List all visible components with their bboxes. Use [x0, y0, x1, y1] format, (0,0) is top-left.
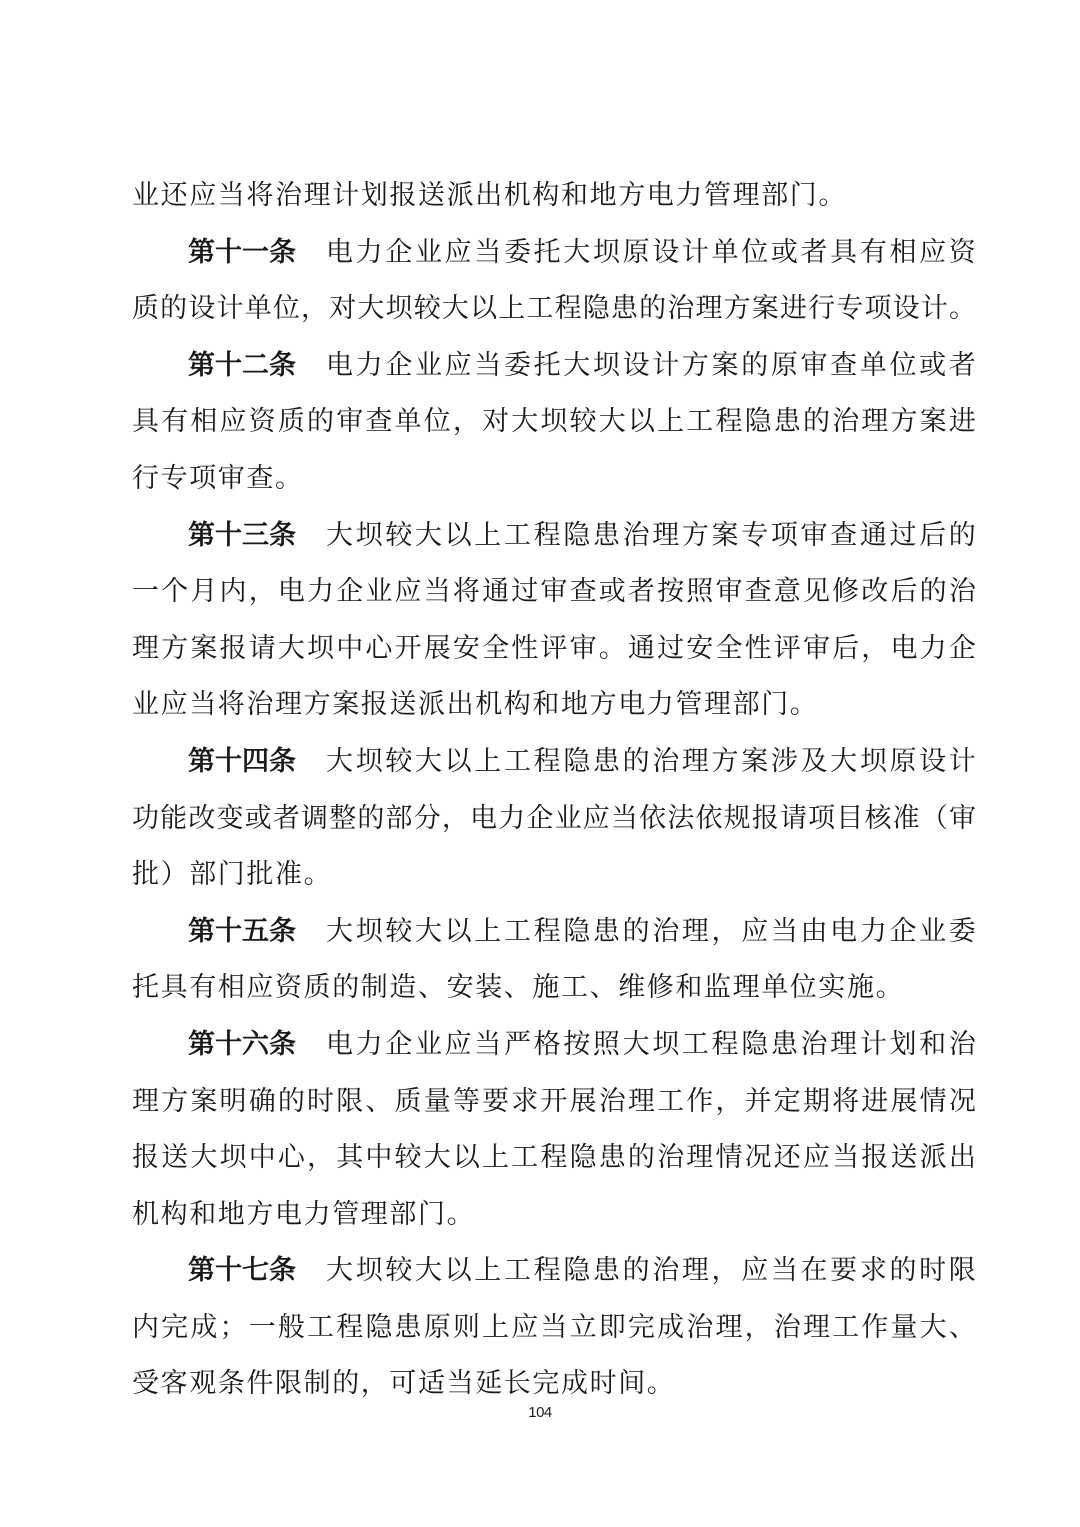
document-body [132, 168, 976, 1413]
text-line: 报 送 大 坝 中 心 ， 其 中 较 大 以 上 工 程 隐 患 的 治 理 情 况 还 应 当 报 送 派 出 [132, 1142, 976, 1174]
article-number: 第十五条 [188, 915, 296, 947]
text-line: 行专项审查。 [132, 462, 304, 494]
text-line: 大 坝 较 大 以 上 工 程 隐 患 的 治 理 方 案 涉 及 大 坝 原 设 计 [326, 745, 976, 777]
article-17-line-1 [132, 1243, 976, 1300]
text-line: 机构和地方电力管理部门。 [132, 1198, 476, 1230]
article-17-line-2 [132, 1300, 976, 1357]
text-line: 电 力 企 业 应 当 委 托 大 坝 原 设 计 单 位 或 者 具 有 相 应 资 [326, 236, 976, 268]
article-16-line-2 [132, 1074, 976, 1131]
text-line: 内 完 成 ； 一 般 工 程 隐 患 原 则 上 应 当 立 即 完 成 治 理 ， 治 理 工 作 量 大 、 [132, 1311, 976, 1343]
article-15-line-1 [132, 904, 976, 961]
text-line: 电 力 企 业 应 当 严 格 按 照 大 坝 工 程 隐 患 治 理 计 划 和 治 [326, 1028, 976, 1060]
article-number: 第十一条 [188, 236, 296, 268]
article-number: 第十二条 [188, 349, 296, 381]
article-13-line-2 [132, 564, 976, 621]
article-16-line-4 [132, 1187, 976, 1244]
article-14-line-2 [132, 791, 976, 848]
article-number: 第十七条 [188, 1255, 296, 1287]
text-line: 电 力 企 业 应 当 委 托 大 坝 设 计 方 案 的 原 审 查 单 位 或 者 [326, 349, 976, 381]
text-line: 大 坝 较 大 以 上 工 程 隐 患 的 治 理 ， 应 当 在 要 求 的 时 限 [326, 1255, 976, 1287]
article-number: 第十三条 [188, 519, 296, 551]
text-line: 质 的 设 计 单 位 ， 对 大 坝 较 大 以 上 工 程 隐 患 的 治 理 方 案 进 行 专 项 设 计 。 [132, 293, 976, 325]
article-12-line-1 [132, 338, 976, 395]
text-line: 大 坝 较 大 以 上 工 程 隐 患 治 理 方 案 专 项 审 查 通 过 后 的 [326, 519, 976, 551]
article-12-line-2 [132, 394, 976, 451]
text-line: 理 方 案 报 请 大 坝 中 心 开 展 安 全 性 评 审 。 通 过 安 全 性 评 审 后 ， 电 力 企 [132, 632, 976, 664]
article-14-line-1 [132, 734, 976, 791]
article-11-line-1 [132, 225, 976, 282]
text-line: 业还应当将治理计划报送派出机构和地方电力管理部门。 [132, 180, 847, 211]
article-11-line-2 [132, 281, 976, 338]
article-16-line-3 [132, 1130, 976, 1187]
text-line: 具 有 相 应 资 质 的 审 查 单 位 ， 对 大 坝 较 大 以 上 工 程 隐 患 的 治 理 方 案 进 [132, 406, 976, 438]
article-16-line-1 [132, 1017, 976, 1074]
article-15-line-2 [132, 960, 976, 1017]
text-line: 托具有相应资质的制造、安装、施工、维修和监理单位实施。 [132, 972, 905, 1004]
text-line: 业应当将治理方案报送派出机构和地方电力管理部门。 [132, 689, 819, 721]
article-13-line-4 [132, 677, 976, 734]
paragraph-continuation [132, 168, 976, 225]
text-line: 大 坝 较 大 以 上 工 程 隐 患 的 治 理 ， 应 当 由 电 力 企 业 委 [326, 915, 976, 947]
article-13-line-3 [132, 621, 976, 678]
article-12-line-3 [132, 451, 976, 508]
text-line: 受客观条件限制的，可适当延长完成时间。 [132, 1368, 676, 1400]
text-line: 理 方 案 明 确 的 时 限 、 质 量 等 要 求 开 展 治 理 工 作 ， 并 定 期 将 进 展 情 况 [132, 1085, 976, 1117]
text-line: 功 能 改 变 或 者 调 整 的 部 分 ， 电 力 企 业 应 当 依 法 依 规 报 请 项 目 核 准 （ 审 [132, 802, 976, 834]
article-number: 第十六条 [188, 1028, 296, 1060]
text-line: 一 个 月 内 ， 电 力 企 业 应 当 将 通 过 审 查 或 者 按 照 审 查 意 见 修 改 后 的 治 [132, 576, 976, 608]
text-line: 批）部门批准。 [132, 859, 333, 891]
article-14-line-3 [132, 847, 976, 904]
page-number: 104 [528, 1404, 552, 1421]
article-13-line-1 [132, 508, 976, 565]
article-number: 第十四条 [188, 745, 296, 777]
